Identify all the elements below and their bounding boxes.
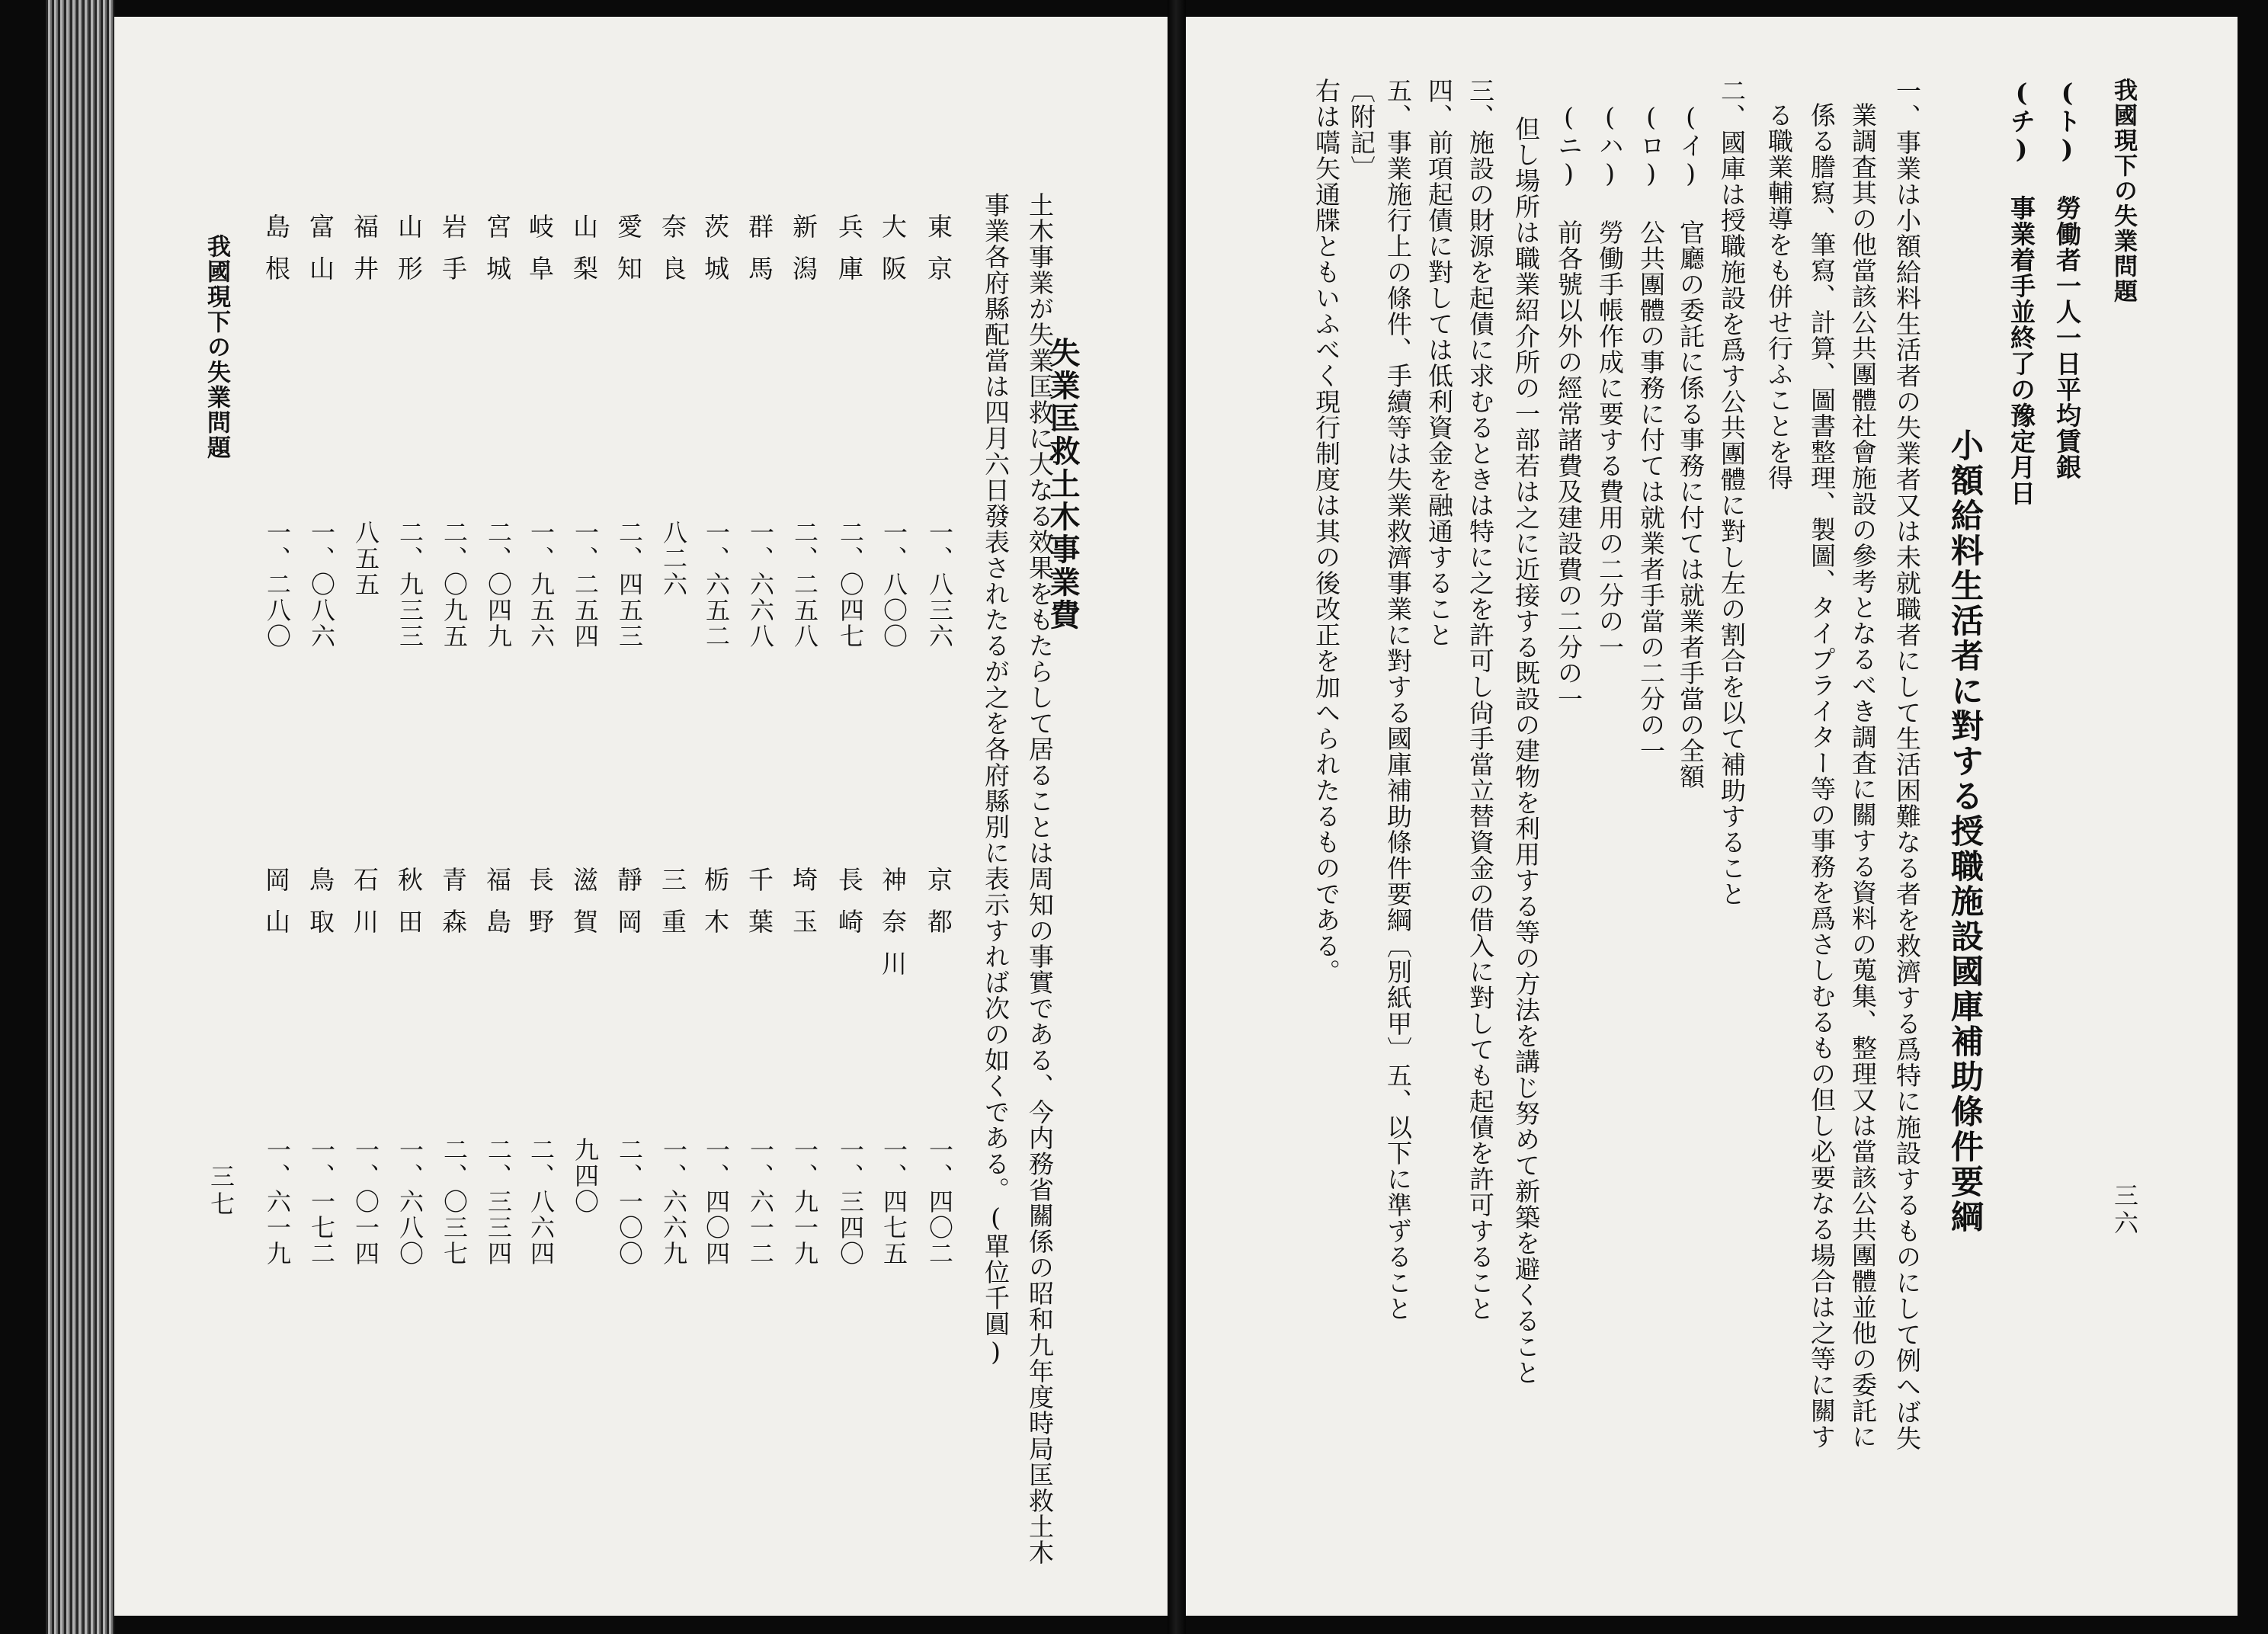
text-line: 係る謄寫、筆寫、計算、圖書整理、製圖、タイプライター等の事務を爲さしむるもの但し必要なる場合は之等に關す (1807, 102, 1837, 1450)
text-line: (ト) 勞働者一人一日平均賃銀 (2052, 78, 2082, 480)
allocation-value: 一、〇一四 (351, 1137, 380, 1267)
allocation-value: 一、四〇二 (925, 1137, 954, 1267)
text-line: (ハ) 勞働手帳作成に要する費用の二分の一 (1595, 102, 1625, 660)
page-number: 三七 (207, 1164, 235, 1219)
allocation-value: 一、八三六 (925, 520, 954, 649)
prefecture-name: 京都 (924, 867, 953, 950)
prefecture-name: 群馬 (745, 213, 774, 297)
prefecture-name: 秋田 (394, 867, 424, 950)
prefecture-name: 岐阜 (525, 213, 555, 297)
prefecture-name: 滋賀 (569, 867, 599, 950)
allocation-value: 二、二五八 (790, 520, 819, 649)
text-line: (イ) 官廳の委託に係る事務に付ては就業者手當の全額 (1676, 102, 1706, 790)
prefecture-name: 千葉 (745, 867, 774, 950)
prefecture-name: 長崎 (834, 867, 864, 950)
prefecture-name: 岡山 (261, 867, 291, 950)
section-title: 失業匡救土木事業費 (1045, 337, 1081, 632)
allocation-value: 一、一七二 (307, 1137, 336, 1267)
allocation-value: 二、八六四 (527, 1137, 556, 1267)
allocation-value: 一、六一二 (746, 1137, 775, 1267)
prefecture-name: 福島 (482, 867, 512, 950)
running-head: 我國現下の失業問題 (2109, 78, 2137, 304)
prefecture-name: 靜岡 (613, 867, 643, 950)
book-gutter (1168, 0, 1186, 1634)
prefecture-name: 東京 (924, 213, 953, 297)
page-number: 三六 (2110, 1183, 2139, 1238)
text-line: (ロ) 公共團體の事務に付ては就業者手當の二分の一 (1636, 102, 1666, 764)
prefecture-name: 福井 (350, 213, 380, 297)
prefecture-name: 石川 (350, 867, 380, 950)
allocation-value: 二、〇九五 (440, 520, 469, 649)
prefecture-name: 大阪 (878, 213, 908, 297)
text-line: 〔附記〕 (1347, 78, 1376, 181)
prefecture-name: 鳥取 (306, 867, 335, 950)
allocation-value: 九四〇 (571, 1137, 600, 1215)
allocation-value: 一、六六九 (659, 1137, 688, 1267)
prefecture-name: 山梨 (569, 213, 599, 297)
prefecture-name: 宮城 (482, 213, 512, 297)
allocation-value: 一、六一九 (263, 1137, 292, 1267)
prefecture-name: 三重 (658, 867, 687, 950)
prefecture-name: 青森 (438, 867, 468, 950)
text-line: 業調査其の他當該公共團體社會施設の參考となるべき調査に關する資料の蒐集、整理又は當該公共團體並他の委託に (1848, 102, 1878, 1450)
prefecture-name: 愛知 (613, 213, 643, 297)
text-line: 右は嚆矢通牒ともいふべく現行制度は其の後改正を加へられたるものである。 (1312, 78, 1341, 985)
allocation-value: 八二六 (659, 520, 688, 598)
prefecture-name: 茨城 (700, 213, 730, 297)
allocation-value: 一、四〇四 (702, 1137, 731, 1267)
text-line: 但し場所は職業紹介所の一部若は之に近接する既設の建物を利用する等の方法を講じ努めて新築を避くること (1511, 116, 1541, 1386)
allocation-value: 二、一〇〇 (615, 1137, 644, 1267)
prefecture-name: 富山 (306, 213, 335, 297)
prefecture-name: 新潟 (789, 213, 818, 297)
running-head: 我國現下の失業問題 (203, 234, 230, 460)
prefecture-name: 栃木 (700, 867, 730, 950)
allocation-value: 二、〇三七 (440, 1137, 469, 1267)
text-line: 二、國庫は授職施設を爲す公共團體に對し左の割合を以て補助すること (1717, 78, 1747, 907)
text-line: (ニ) 前各號以外の經常諸費及建設費の二分の一 (1554, 102, 1584, 712)
text-line: 五、事業施行上の條件、手續等は失業救濟事業に對する國庫補助條件要綱〔別紙甲〕五、以下に準ずること (1383, 78, 1413, 1322)
allocation-value: 二、九三三 (396, 520, 424, 649)
stacked-page-edges (46, 0, 114, 1634)
allocation-value: 一、九一九 (790, 1137, 819, 1267)
allocation-value: 一、六六八 (746, 520, 775, 649)
right-page (1186, 17, 2238, 1616)
section-title: 小額給料生活者に對する授職施設國庫補助條件要綱 (1946, 428, 1984, 1235)
prefecture-name: 埼玉 (789, 867, 818, 950)
text-line: 一、事業は小額給料生活者の失業者又は未就職者にして生活困難なる者を救濟する爲特に施設するものにして例へば失 (1892, 78, 1922, 1451)
allocation-value: 一、八〇〇 (879, 520, 908, 649)
allocation-value: 八五五 (351, 520, 380, 598)
prefecture-name: 岩手 (438, 213, 468, 297)
allocation-value: 二、〇四九 (484, 520, 513, 649)
allocation-value: 一、二五四 (571, 520, 600, 649)
intro-line: 土木事業が失業匡救に大なる效果をもたらして居ることは周知の事實である、今内務省關係の昭和九年度時局匡救土木 (1025, 192, 1055, 1565)
text-line: 三、施設の財源を起債に求むるときは特に之を許可し尙手當立替資金の借入に對しても起債を許可すること (1466, 78, 1495, 1322)
prefecture-name: 長野 (525, 867, 555, 950)
prefecture-name: 山形 (394, 213, 424, 297)
allocation-value: 二、四五三 (615, 520, 644, 649)
allocation-value: 一、二八〇 (263, 520, 292, 649)
prefecture-name: 島根 (261, 213, 291, 297)
text-line: (チ) 事業着手並終了の豫定月日 (2007, 78, 2036, 506)
left-page (114, 17, 1168, 1616)
allocation-value: 一、四七五 (879, 1137, 908, 1267)
allocation-value: 一、六八〇 (396, 1137, 424, 1267)
prefecture-name: 神奈川 (878, 867, 908, 992)
allocation-value: 一、六五二 (702, 520, 731, 649)
allocation-value: 一、九五六 (527, 520, 556, 649)
allocation-value: 一、〇八六 (307, 520, 336, 649)
allocation-value: 二、〇四七 (836, 520, 865, 649)
text-line: 四、前項起債に對しては低利資金を融通すること (1424, 78, 1454, 648)
prefecture-name: 兵庫 (834, 213, 864, 297)
allocation-value: 二、三三四 (484, 1137, 513, 1267)
prefecture-name: 奈良 (658, 213, 687, 297)
intro-line: 事業各府縣配當は四月六日發表されたるが之を各府縣別に表示すれば次の如くである。(單位千圓) (981, 192, 1011, 1367)
allocation-value: 一、三四〇 (836, 1137, 865, 1267)
text-line: る職業輔導をも併せ行ふことを得 (1764, 102, 1794, 491)
